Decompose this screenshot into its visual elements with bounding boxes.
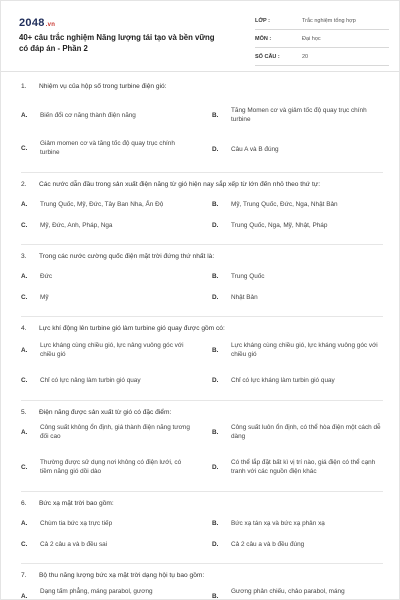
- option-text: Gương phản chiếu, chảo parabol, máng: [231, 588, 345, 595]
- question-item: [21, 564, 383, 600]
- question-item: [21, 401, 383, 492]
- option-text: Lực kháng cùng chiều gió, lực nâng vuông góc với chiều gió: [40, 342, 184, 358]
- question-list: [21, 75, 383, 600]
- option-text: Trung Quốc, Mỹ, Đức, Tây Ban Nha, Ấn Độ: [40, 201, 164, 208]
- option-key: D.: [212, 541, 219, 548]
- option-text: Nhật Bản: [231, 294, 258, 301]
- option-key: D.: [212, 377, 219, 384]
- question-number: 1.: [21, 83, 27, 90]
- meta-value: Trắc nghiệm tổng hợp: [302, 18, 356, 24]
- question-number: 4.: [21, 325, 27, 332]
- option-text: Đức: [40, 273, 53, 280]
- question-text: Các nước dẫn đầu trong sản xuất điện năng từ gió hiện nay sắp xếp từ lớn đến nhỏ theo thứ tự:: [39, 181, 321, 188]
- question-item: [21, 75, 383, 173]
- option-text: Bức xạ tán xạ và bức xạ phản xạ: [231, 520, 325, 527]
- option-key: A.: [21, 347, 28, 354]
- option-text: Chỉ có lực nâng làm turbin gió quay: [40, 377, 141, 384]
- page-title: 40+ câu trắc nghiệm Năng lượng tái tạo và bền vững có đáp án - Phần 2: [19, 33, 215, 53]
- question-stem: [21, 500, 383, 507]
- option-text: Tăng Momen cơ và giảm tốc độ quay trục chính turbine: [231, 107, 367, 123]
- question-item: [21, 245, 383, 317]
- option-text: Mỹ: [40, 294, 49, 301]
- option-key: C.: [21, 541, 28, 548]
- option-key: A.: [21, 429, 28, 436]
- option-text: Biến đổi cơ năng thành điện năng: [40, 112, 136, 119]
- option-text: Giảm momen cơ và tăng tốc độ quay trục chính turbine: [40, 140, 175, 156]
- option-text: Chùm tia bức xạ trực tiếp: [40, 520, 113, 527]
- option-key: B.: [212, 347, 219, 354]
- option-text: Chỉ có lực kháng làm turbin gió quay: [231, 377, 335, 384]
- question-stem: [21, 253, 383, 260]
- option-text: Cả 2 câu a và b đều sai: [40, 541, 108, 548]
- option-key: C.: [21, 145, 28, 152]
- meta-label: LỚP :: [255, 18, 270, 24]
- option-key: B.: [212, 112, 219, 119]
- meta-row-class: [255, 15, 389, 30]
- question-text: Điện năng được sản xuất từ gió có đặc điểm:: [39, 409, 172, 416]
- option-text: Trung Quốc: [231, 273, 265, 280]
- question-stem: [21, 83, 383, 90]
- question-number: 3.: [21, 253, 27, 260]
- option-key: D.: [212, 146, 219, 153]
- question-stem: [21, 409, 383, 416]
- question-number: 2.: [21, 181, 27, 188]
- document-header: [19, 15, 389, 75]
- option-key: A.: [21, 520, 28, 527]
- meta-label: SỐ CÂU :: [255, 54, 280, 60]
- option-text: Dạng tấm phẳng, máng parabol, gương: [40, 588, 153, 595]
- question-item: [21, 173, 383, 245]
- question-text: Trong các nước cường quốc điện mặt trời đứng thứ nhất là:: [39, 253, 215, 260]
- question-stem: [21, 572, 383, 579]
- option-key: A.: [21, 273, 28, 280]
- option-key: D.: [212, 222, 219, 229]
- question-text: Bộ thu năng lượng bức xạ mặt trời dạng hội tụ bao gồm:: [39, 572, 205, 579]
- option-key: A.: [21, 593, 28, 600]
- site-logo[interactable]: [19, 17, 55, 29]
- option-text: Câu A và B đúng: [231, 146, 279, 153]
- meta-value: 20: [302, 54, 309, 60]
- option-text: Công suất luôn ổn định, có thể hòa điện một cách dễ dàng: [231, 424, 381, 440]
- option-text: Công suất không ổn định, giá thành điện năng tương đối cao: [40, 424, 190, 440]
- option-text: Mỹ, Đức, Anh, Pháp, Nga: [40, 222, 113, 229]
- meta-info: [255, 15, 389, 69]
- logo-main: 2048: [19, 17, 45, 29]
- question-text: Nhiệm vụ của hộp số trong turbine điện gió:: [39, 83, 167, 90]
- question-number: 7.: [21, 572, 27, 579]
- logo-suffix: .vn: [45, 22, 56, 28]
- question-stem: [21, 181, 383, 188]
- question-text: Lực khí động lên turbine gió làm turbine gió quay được gồm có:: [39, 325, 225, 332]
- option-key: A.: [21, 112, 28, 119]
- question-item: [21, 492, 383, 564]
- meta-value: Đại học: [302, 36, 321, 42]
- option-key: B.: [212, 429, 219, 436]
- question-number: 6.: [21, 500, 27, 507]
- question-text: Bức xạ mặt trời bao gồm:: [39, 500, 114, 507]
- option-key: C.: [21, 222, 28, 229]
- option-key: B.: [212, 520, 219, 527]
- option-key: D.: [212, 294, 219, 301]
- meta-row-question-count: [255, 51, 389, 66]
- question-stem: [21, 325, 383, 332]
- meta-label: MÔN :: [255, 36, 272, 42]
- option-key: C.: [21, 294, 28, 301]
- option-text: Mỹ, Trung Quốc, Đức, Nga, Nhật Bản: [231, 201, 338, 208]
- meta-row-subject: [255, 33, 389, 48]
- question-item: [21, 317, 383, 401]
- option-key: C.: [21, 464, 28, 471]
- question-number: 5.: [21, 409, 27, 416]
- option-key: B.: [212, 201, 219, 208]
- option-key: B.: [212, 593, 219, 600]
- option-text: Thường được sử dụng nơi không có điện lưới, có tiềm năng gió dồi dào: [40, 459, 182, 475]
- option-text: Lực kháng cùng chiều gió, lực kháng vuông góc với chiều gió: [231, 342, 378, 358]
- option-text: Trung Quốc, Nga, Mỹ, Nhật, Pháp: [231, 222, 328, 229]
- option-key: C.: [21, 377, 28, 384]
- header-divider: [1, 71, 400, 72]
- option-key: A.: [21, 201, 28, 208]
- option-key: D.: [212, 464, 219, 471]
- option-text: Cả 2 câu a và b đều đúng: [231, 541, 305, 548]
- option-key: B.: [212, 273, 219, 280]
- option-text: Có thể lắp đặt bất kì vị trí nào, giá điện có thể cạnh tranh với các nguồn điện khác: [231, 459, 376, 475]
